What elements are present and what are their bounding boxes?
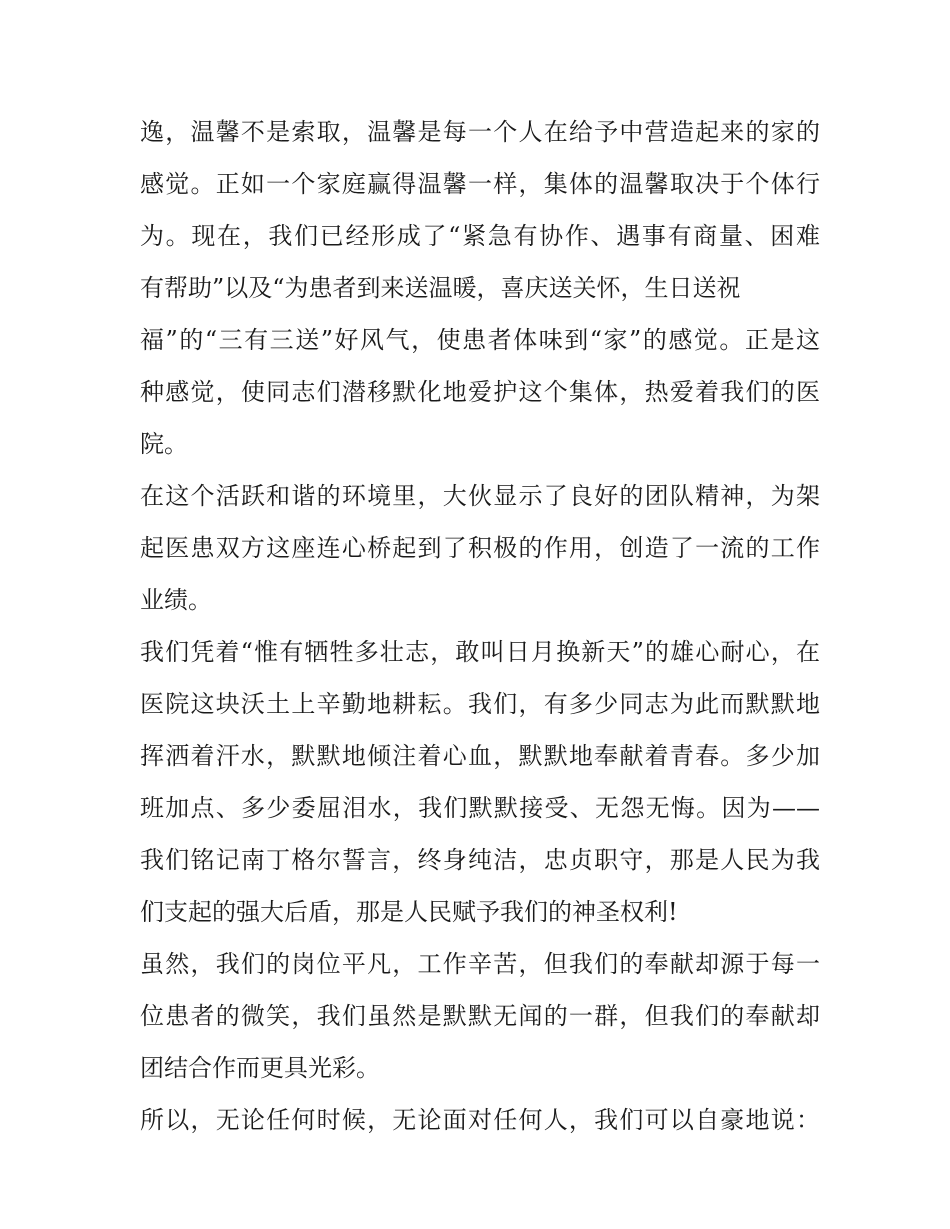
text-line: 业绩。 [140,586,212,614]
text-line: 院。 [140,430,188,458]
text-line: 团结合作而更具光彩。 [140,1054,380,1082]
text-line: 为。现在，我们已经形成了“紧急有协作、遇事有商量、困难 [140,222,820,250]
text-line: 起医患双方这座连心桥起到了积极的作用，创造了一流的工作 [140,534,820,562]
text-line: 班加点、多少委屈泪水，我们默默接受、无怨无悔。因为—— [140,794,820,822]
text-line: 在这个活跃和谐的环境里，大伙显示了良好的团队精神，为架 [140,482,820,510]
text-line: 我们凭着“惟有牺牲多壮志，敢叫日月换新天”的雄心耐心，在 [140,638,820,666]
text-line: 医院这块沃土上辛勤地耕耘。我们，有多少同志为此而默默地 [140,690,820,718]
text-line: 所以，无论任何时候，无论面对任何人，我们可以自豪地说： [140,1106,820,1134]
text-line: 们支起的强大后盾，那是人民赋予我们的神圣权利! [140,898,678,926]
text-line: 有帮助”以及“为患者到来送温暖，喜庆送关怀，生日送祝 [140,274,741,302]
text-line: 挥洒着汗水，默默地倾注着心血，默默地奉献着青春。多少加 [140,742,820,770]
text-line: 福”的“三有三送”好风气，使患者体味到“家”的感觉。正是这 [140,326,820,354]
document-body [140,106,820,1146]
text-line: 感觉。正如一个家庭赢得温馨一样，集体的温馨取决于个体行 [140,170,820,198]
text-line: 逸，温馨不是索取，温馨是每一个人在给予中营造起来的家的 [140,118,820,146]
text-line: 位患者的微笑，我们虽然是默默无闻的一群，但我们的奉献却 [140,1002,820,1030]
text-line: 种感觉，使同志们潜移默化地爱护这个集体，热爱着我们的医 [140,378,820,406]
text-line: 我们铭记南丁格尔誓言，终身纯洁，忠贞职守，那是人民为我 [140,846,820,874]
text-line: 虽然，我们的岗位平凡，工作辛苦，但我们的奉献却源于每一 [140,950,820,978]
